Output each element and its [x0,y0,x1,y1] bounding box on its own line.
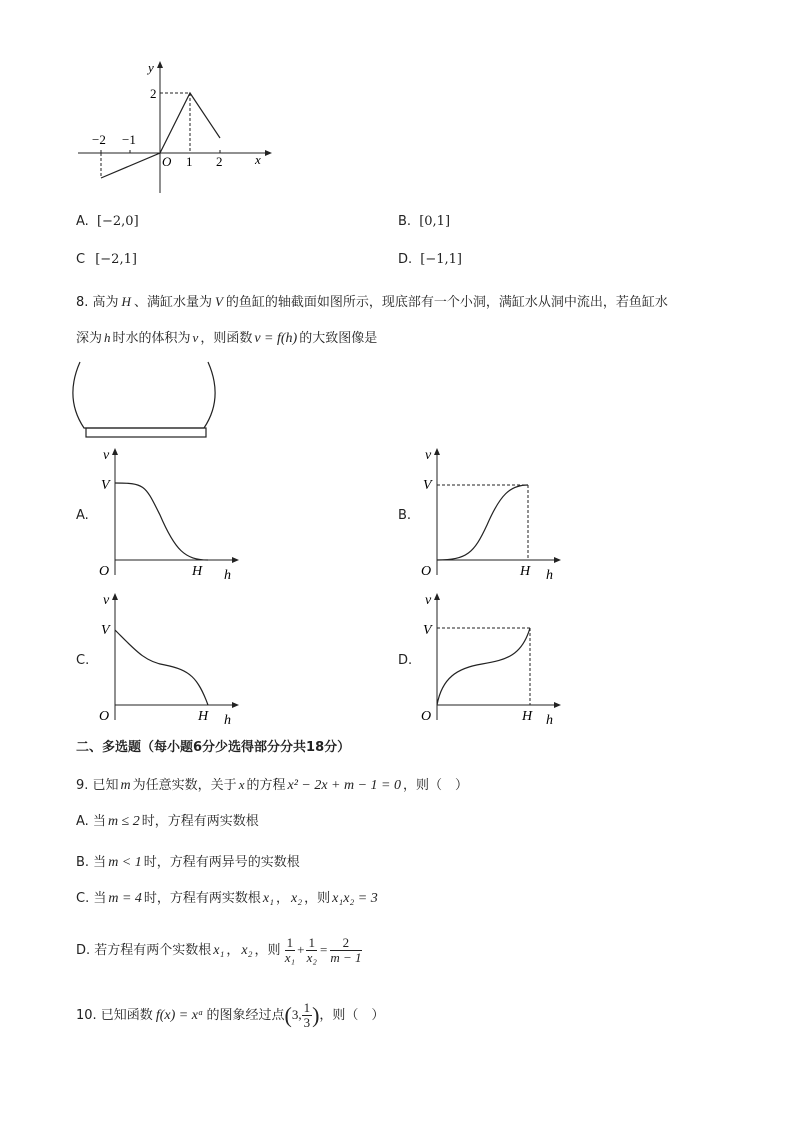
q7-option-a[interactable]: A. [−2,0] [76,214,139,229]
q8-a-v: v [103,448,110,463]
q8-c-O: O [99,709,110,724]
q9-d-frac2: $\frac{1}{\text{x₂}}$ [306,935,317,965]
section-2-heading: 二、多选题（每小题6分少选得部分分共18分） [76,740,351,755]
q8-stem-line2: 深为 h 时水的体积为 v ，则函数 v = f(h) 的大致图像是 [76,330,378,346]
q7-option-b-text: [0,1] [419,214,451,229]
q8-a-H: H [192,564,203,579]
q7-tick-x-1: 1 [186,154,193,169]
q8-b-v: v [425,448,432,463]
q8-a-V: V [101,478,110,493]
q8-d-H: H [522,709,533,724]
q8-c-h: h [224,713,231,728]
q9-option-d[interactable]: D. 若方程有两个实数根 x₁ ， x₂ ，则 $\frac{1}{\text{x₁}}$ + $\frac{1}{\text{x₂}}$ = $\frac{2}{m - 1}$ [76,935,362,965]
q8-option-b-letter: B. [398,508,412,523]
q7-graph [70,58,280,198]
q7-origin: O [162,154,172,169]
q8-graph-d[interactable] [412,590,572,730]
q9-option-b[interactable]: B. 当 m < 1 时，方程有两异号的实数根 [76,855,300,870]
fish-tank-figure [72,358,222,442]
q7-option-a-text: [−2,0] [96,214,139,229]
q8-a-O: O [99,564,110,579]
q8-c-V: V [101,623,110,638]
q8-a-h: h [224,568,231,583]
q7-option-d[interactable]: D. [−1,1] [398,252,463,267]
q7-tick-y2: 2 [150,86,157,101]
q9-d-frac3: $\frac{2}{m - 1}$ [330,935,362,965]
q7-tick-x-neg2: −2 [92,132,106,147]
q10-point-frac: $\frac{1}{3}$ [303,1000,311,1030]
q8-c-H: H [198,709,209,724]
q8-d-v: v [425,593,432,608]
q7-option-c-text: [−2,1] [95,252,137,267]
q7-option-b[interactable]: B. [0,1] [398,214,451,229]
q8-b-O: O [421,564,432,579]
q8-stem-line1: 8. 高为 H 、满缸水量为 V 的鱼缸的轴截面如图所示，现底部有一个小洞，满缸水从洞中流出，若鱼缸水 [76,294,668,310]
q7-x-label: x [255,152,261,167]
q8-d-h: h [546,713,553,728]
q9-option-c[interactable]: C. 当 m = 4 时，方程有两实数根 x₁ ， x₂ ，则 x₁x₂ = 3 [76,891,378,906]
q7-option-c[interactable]: C [−2,1] [76,252,137,267]
q8-graph-b[interactable] [412,445,572,585]
q8-c-v: v [103,593,110,608]
q8-graph-c[interactable] [90,590,250,730]
q8-d-V: V [423,623,432,638]
q9-d-frac1: $\frac{1}{\text{x₁}}$ [284,935,296,965]
q8-d-O: O [421,709,432,724]
q9-stem: 9. 已知 m 为任意实数，关于 x 的方程 x² − 2x + m − 1 = 0 ，则（ ） [76,777,469,793]
q10-stem: 10. 已知函数 f(x) = xᵃ 的图象经过点(3, $\frac{1}{3}$ )，则（ ） [76,1000,385,1030]
q8-option-a-letter: A. [76,508,89,523]
q9-option-a[interactable]: A. 当 m ≤ 2 时，方程有两实数根 [76,814,259,829]
q7-tick-x-2: 2 [216,154,223,169]
q7-y-label: y [148,60,154,75]
q8-b-V: V [423,478,432,493]
q7-option-d-text: [−1,1] [420,252,463,267]
q7-tick-x-neg1: −1 [122,132,136,147]
q8-graph-a[interactable] [90,445,250,585]
q8-option-d-letter: D. [398,653,413,668]
q8-option-c-letter: C. [76,653,90,668]
q8-b-h: h [546,568,553,583]
q8-b-H: H [520,564,531,579]
